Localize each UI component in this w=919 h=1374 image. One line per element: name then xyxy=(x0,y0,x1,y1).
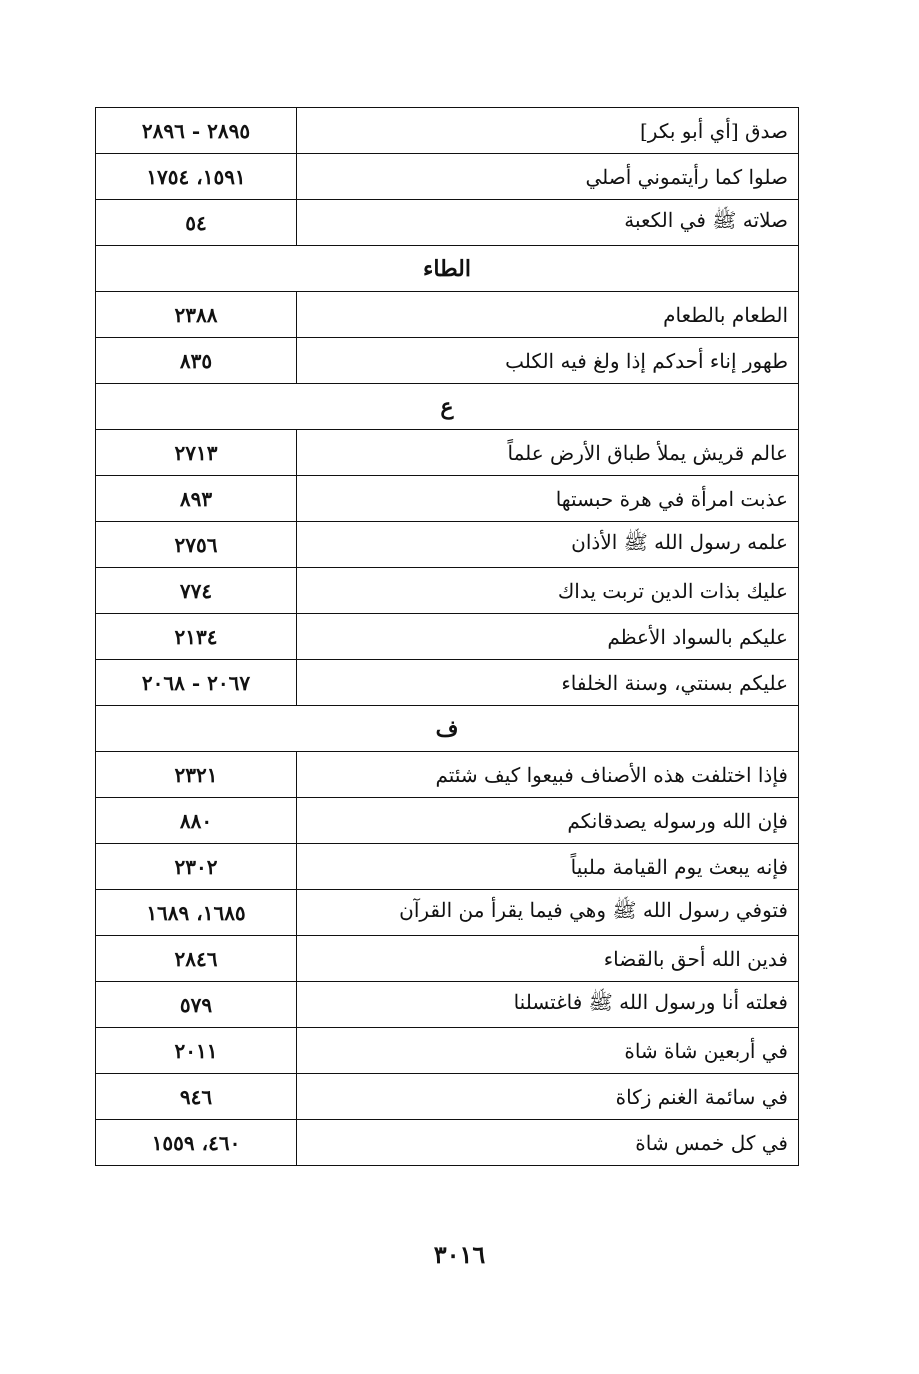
index-entry-row xyxy=(96,660,799,706)
hadith-text: عالم قريش يملأ طباق الأرض علماً xyxy=(297,430,799,476)
hadith-reference-numbers: ٢٨٩٥ - ٢٨٩٦ xyxy=(96,108,297,154)
hadith-text: فإن الله ورسوله يصدقانكم xyxy=(297,798,799,844)
hadith-text: عليكم بالسواد الأعظم xyxy=(297,614,799,660)
hadith-text: صلاته ﷺ في الكعبة xyxy=(297,200,799,246)
index-table-body xyxy=(96,108,799,1166)
hadith-text: في سائمة الغنم زكاة xyxy=(297,1074,799,1120)
hadith-index-table xyxy=(95,107,799,1166)
index-entry-row xyxy=(96,568,799,614)
section-letter: ع xyxy=(96,384,799,430)
section-letter: ف xyxy=(96,706,799,752)
hadith-text: عذبت امرأة في هرة حبستها xyxy=(297,476,799,522)
index-entry-row xyxy=(96,338,799,384)
hadith-text: فتوفي رسول الله ﷺ وهي فيما يقرأ من القرآن xyxy=(297,890,799,936)
hadith-reference-numbers: ٢٧٥٦ xyxy=(96,522,297,568)
index-entry-row xyxy=(96,522,799,568)
hadith-text: عليكم بسنتي، وسنة الخلفاء xyxy=(297,660,799,706)
index-entry-row xyxy=(96,200,799,246)
hadith-reference-numbers: ٢١٣٤ xyxy=(96,614,297,660)
hadith-text: فعلته أنا ورسول الله ﷺ فاغتسلنا xyxy=(297,982,799,1028)
hadith-text: فإذا اختلفت هذه الأصناف فبيعوا كيف شئتم xyxy=(297,752,799,798)
hadith-reference-numbers: ٢٣٨٨ xyxy=(96,292,297,338)
section-header-row xyxy=(96,384,799,430)
hadith-text: صدق [أي أبو بكر] xyxy=(297,108,799,154)
hadith-reference-numbers: ٥٤ xyxy=(96,200,297,246)
hadith-text: طهور إناء أحدكم إذا ولغ فيه الكلب xyxy=(297,338,799,384)
index-entry-row xyxy=(96,1120,799,1166)
index-entry-row xyxy=(96,476,799,522)
hadith-reference-numbers: ٥٧٩ xyxy=(96,982,297,1028)
hadith-reference-numbers: ٨٨٠ xyxy=(96,798,297,844)
index-entry-row xyxy=(96,108,799,154)
index-entry-row xyxy=(96,936,799,982)
hadith-reference-numbers: ٨٣٥ xyxy=(96,338,297,384)
hadith-reference-numbers: ٩٤٦ xyxy=(96,1074,297,1120)
hadith-text: صلوا كما رأيتموني أصلي xyxy=(297,154,799,200)
index-entry-row xyxy=(96,798,799,844)
index-entry-row xyxy=(96,430,799,476)
index-entry-row xyxy=(96,752,799,798)
page-number: ٣٠١٦ xyxy=(433,1240,486,1269)
hadith-reference-numbers: ٢٣٠٢ xyxy=(96,844,297,890)
hadith-text: عليك بذات الدين تربت يداك xyxy=(297,568,799,614)
hadith-reference-numbers: ٤٦٠، ١٥٥٩ xyxy=(96,1120,297,1166)
index-entry-row xyxy=(96,1028,799,1074)
hadith-text: علمه رسول الله ﷺ الأذان xyxy=(297,522,799,568)
index-entry-row xyxy=(96,890,799,936)
index-entry-row xyxy=(96,844,799,890)
hadith-reference-numbers: ٧٧٤ xyxy=(96,568,297,614)
section-letter: الطاء xyxy=(96,246,799,292)
hadith-text: فدين الله أحق بالقضاء xyxy=(297,936,799,982)
index-entry-row xyxy=(96,982,799,1028)
index-entry-row xyxy=(96,1074,799,1120)
index-entry-row xyxy=(96,154,799,200)
hadith-text: في أربعين شاة شاة xyxy=(297,1028,799,1074)
hadith-text: فإنه يبعث يوم القيامة ملبياً xyxy=(297,844,799,890)
hadith-reference-numbers: ٢٠٦٧ - ٢٠٦٨ xyxy=(96,660,297,706)
hadith-text: الطعام بالطعام xyxy=(297,292,799,338)
section-header-row xyxy=(96,706,799,752)
hadith-reference-numbers: ٢٧١٣ xyxy=(96,430,297,476)
hadith-text: في كل خمس شاة xyxy=(297,1120,799,1166)
index-entry-row xyxy=(96,614,799,660)
index-entry-row xyxy=(96,292,799,338)
section-header-row xyxy=(96,246,799,292)
hadith-reference-numbers: ١٦٨٥، ١٦٨٩ xyxy=(96,890,297,936)
hadith-reference-numbers: ٢٨٤٦ xyxy=(96,936,297,982)
hadith-reference-numbers: ٢٣٢١ xyxy=(96,752,297,798)
hadith-reference-numbers: ١٥٩١، ١٧٥٤ xyxy=(96,154,297,200)
hadith-reference-numbers: ٨٩٣ xyxy=(96,476,297,522)
hadith-reference-numbers: ٢٠١١ xyxy=(96,1028,297,1074)
